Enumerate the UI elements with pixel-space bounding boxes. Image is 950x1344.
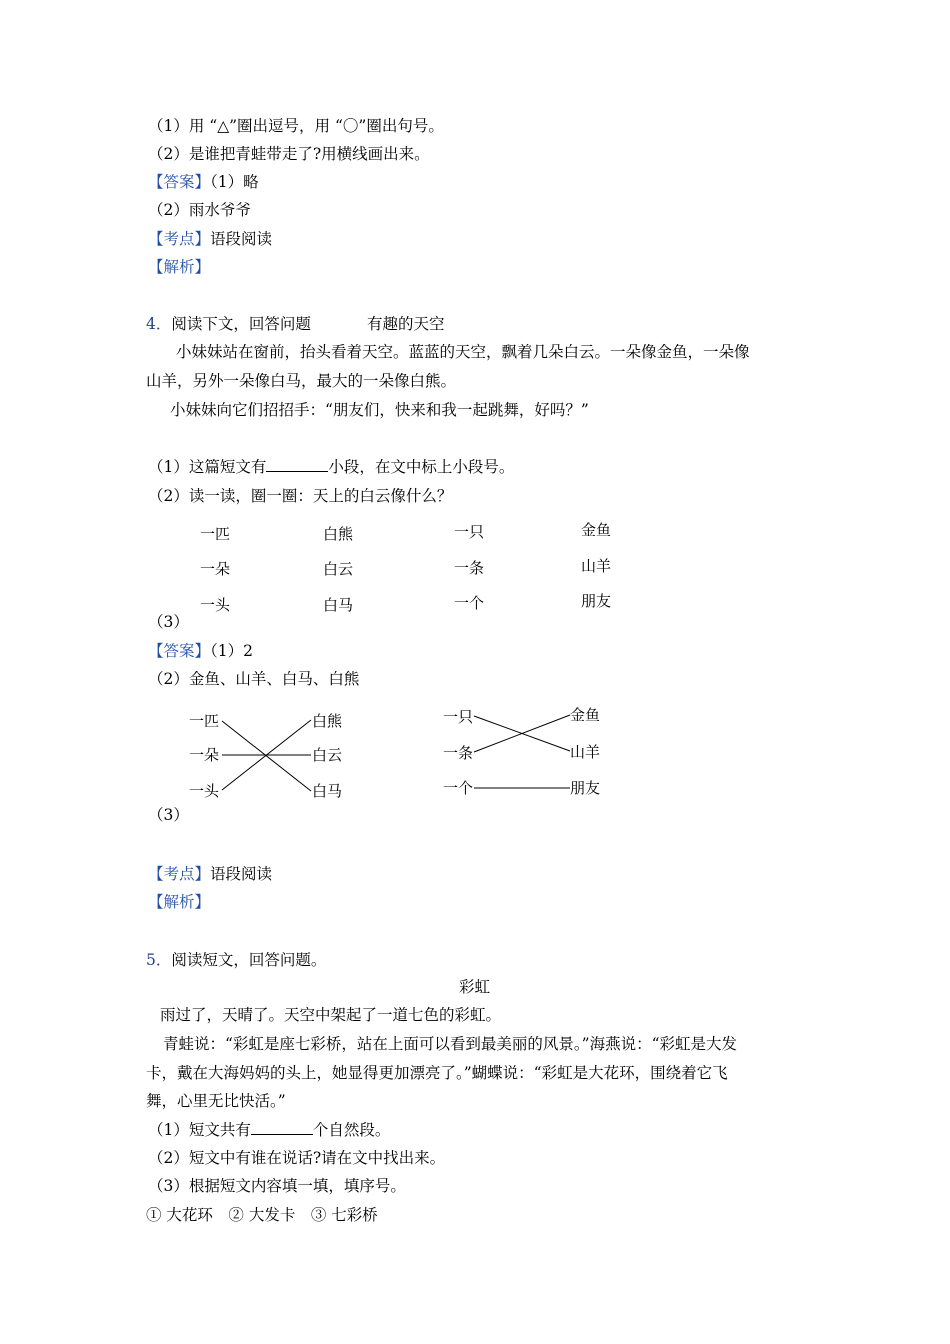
q4-sub1-text-end: 小段，在文中标上小段号。 xyxy=(328,458,515,476)
q3-answer2: （2）雨水爷爷 xyxy=(148,201,251,219)
ans-right-word-3: 朋友 xyxy=(570,779,601,797)
q4-answer3: （3） xyxy=(148,806,189,824)
jiexi-tag: 【解析】 xyxy=(148,258,211,276)
q3-sub1: （1）用 “△”圈出逗号，用 “〇”圈出句号。 xyxy=(148,117,444,135)
q4-rl-word-3: 一个 xyxy=(454,594,485,612)
ans-rl-word-1: 一只 xyxy=(443,708,474,726)
q4-answer1: （1）2 xyxy=(210,642,253,660)
ans-rl-word-3: 一个 xyxy=(443,779,474,797)
jiexi-tag: 【解析】 xyxy=(148,893,211,911)
q4-rl-word-2: 一条 xyxy=(454,559,485,577)
q4-rl-word-1: 一只 xyxy=(454,523,485,541)
answer-tag: 【答案】 xyxy=(148,173,211,191)
q3-kaodian: 语段阅读 xyxy=(210,230,273,248)
q4-number: 4． xyxy=(146,315,172,333)
q4-right-word-1: 金鱼 xyxy=(581,521,612,539)
q4-mid-word-1: 白熊 xyxy=(323,525,354,543)
q4-sub1-text: （1）这篇短文有 xyxy=(148,458,267,476)
match-line-pi-ma xyxy=(222,721,311,791)
q4-para1-line2: 山羊，另外一朵像白马，最大的一朵像白熊。 xyxy=(146,372,457,390)
match-line-tiao-yu xyxy=(474,715,570,752)
ans-right-word-1: 金鱼 xyxy=(570,706,601,724)
q4-sub2: （2）读一读，圈一圈：天上的白云像什么？ xyxy=(148,487,453,505)
q4-kaodian-line xyxy=(148,864,272,884)
q5-sub1 xyxy=(148,1120,390,1140)
q4-para1-line1: 小妹妹站在窗前，抬头看着天空。蓝蓝的天空，飘着几朵白云。一朵像金鱼，一朵像 xyxy=(176,343,750,361)
ans-mid-word-3: 白马 xyxy=(312,782,343,800)
q5-para2-line1: 青蛙说：“彩虹是座七彩桥，站在上面可以看到最美丽的风景。”海燕说：“彩虹是大发 xyxy=(163,1035,738,1053)
q4-para2: 小妹妹向它们招招手：“朋友们，快来和我一起跳舞，好吗？” xyxy=(170,401,589,419)
q5-para2-line3: 舞，心里无比快活。” xyxy=(146,1092,286,1110)
q4-mid-word-2: 白云 xyxy=(323,560,354,578)
q4-jiexi-line xyxy=(148,892,210,912)
q5-sub3: （3）根据短文内容填一填，填序号。 xyxy=(148,1177,406,1195)
ans-mid-word-2: 白云 xyxy=(312,746,343,764)
q4-left-word-3: 一头 xyxy=(200,596,231,614)
q4-mid-word-3: 白马 xyxy=(323,596,354,614)
ans-right-word-2: 山羊 xyxy=(570,743,601,761)
q3-answer1: （1）略 xyxy=(210,173,259,191)
q5-options: ① 大花环 ② 大发卡 ③ 七彩桥 xyxy=(146,1206,378,1224)
q5-sub1-text-end: 个自然段。 xyxy=(312,1121,391,1139)
kaodian-tag: 【考点】 xyxy=(148,230,211,248)
q5-sub2: （2）短文中有谁在说话?请在文中找出来。 xyxy=(148,1149,446,1167)
ans-mid-word-1: 白熊 xyxy=(312,712,343,730)
q5-title: 彩虹 xyxy=(459,978,491,996)
q4-title: 有趣的天空 xyxy=(367,315,445,333)
answer-tag: 【答案】 xyxy=(148,642,211,660)
ans-left-word-2: 一朵 xyxy=(189,746,220,764)
q4-right-word-3: 朋友 xyxy=(581,592,612,610)
q5-prompt: 阅读短文，回答问题。 xyxy=(171,951,327,969)
q5-para1: 雨过了，天晴了。天空中架起了一道七色的彩虹。 xyxy=(160,1006,502,1024)
q5-sub1-text: （1）短文共有 xyxy=(148,1121,251,1139)
q5-number: 5． xyxy=(146,951,172,969)
q4-left-word-1: 一匹 xyxy=(200,525,231,543)
kaodian-tag: 【考点】 xyxy=(148,865,211,883)
q4-answer2: （2）金鱼、山羊、白马、白熊 xyxy=(148,670,360,688)
q4-right-word-2: 山羊 xyxy=(581,557,612,575)
q5-sub1-blank[interactable] xyxy=(251,1120,313,1135)
ans-rl-word-2: 一条 xyxy=(443,744,474,762)
q3-sub2: （2）是谁把青蛙带走了?用横线画出来。 xyxy=(148,145,430,163)
q5-para2-line2: 卡，戴在大海妈妈的头上，她显得更加漂亮了。”蝴蝶说：“彩虹是大花环，围绕着它飞 xyxy=(146,1064,728,1082)
q5-header xyxy=(146,950,326,970)
ans-left-word-3: 一头 xyxy=(189,782,220,800)
q4-left-word-2: 一朵 xyxy=(200,560,231,578)
q4-sub3: （3） xyxy=(148,613,189,631)
ans-left-word-1: 一匹 xyxy=(189,712,220,730)
q4-prompt: 阅读下文，回答问题 xyxy=(171,315,311,333)
q4-kaodian: 语段阅读 xyxy=(210,865,273,883)
